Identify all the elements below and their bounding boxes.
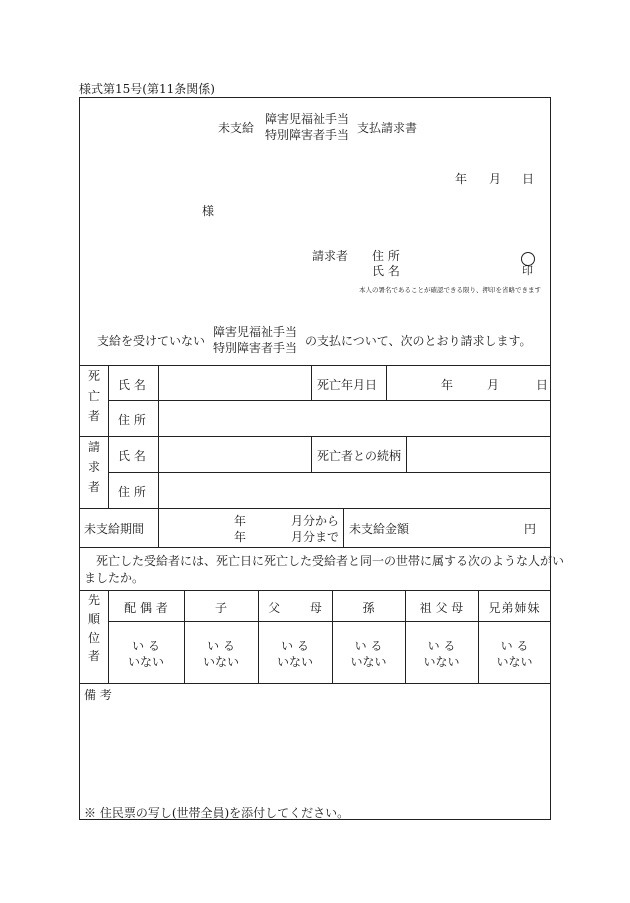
death-date-label: 死亡年月日 [317,378,378,392]
claimant-section-label: 請 求 者 [87,440,100,494]
deceased-section-label: 死 亡 者 [87,369,100,423]
remarks-label: 備 考 [84,688,112,702]
grandchild-no-option[interactable]: いない [350,655,387,669]
form-number: 様式第15号(第11条関係) [79,82,215,96]
title-prefix: 未支給 [218,121,255,135]
siblings-no-option[interactable]: いない [496,655,533,669]
period-from-month: 月分から [291,514,340,528]
deceased-name-label: 氏 名 [118,378,146,392]
relation-label: 死亡者との続柄 [317,449,402,463]
request-prefix: 支給を受けていない [97,334,206,348]
seal-note: 本人の署名であることが確認できる限り、押印を省略できます [359,286,541,294]
death-date-field[interactable] [388,367,549,398]
relation-field[interactable] [408,438,549,470]
date-month: 月 [489,172,502,186]
child-yes-option[interactable]: い る [207,639,235,653]
question-line-1: 死亡した受給者には、死亡日に死亡した受給者と同一の世帯に属する次のような人がい [96,554,565,568]
title-suffix: 支払請求書 [357,121,418,135]
date-year: 年 [455,172,468,186]
death-year: 年 [441,378,454,392]
priority-col-grandchild: 孫 [362,601,375,615]
grandparents-no-option[interactable]: いない [423,655,460,669]
death-month: 月 [487,378,500,392]
priority-col-parents: 父 母 [268,601,322,615]
grandparents-yes-option[interactable]: い る [427,639,456,653]
priority-section-label: 先 順 位 者 [87,593,100,664]
spouse-yes-option[interactable]: い る [132,639,160,653]
period-from-year: 年 [234,514,247,528]
priority-col-spouse: 配 偶 者 [124,601,168,615]
period-label: 未支給期間 [84,522,145,536]
priority-col-child: 子 [214,601,227,615]
remarks-field[interactable] [81,704,549,800]
claimant-address-label: 住 所 [118,485,146,499]
priority-col-siblings: 兄弟姉妹 [488,601,541,615]
applicant-name-label: 氏 名 [372,264,400,278]
question-line-2: ましたか。 [84,571,145,585]
parents-yes-option[interactable]: い る [281,639,309,653]
request-allowance-2: 特別障害者手当 [213,341,298,355]
addressee-honorific: 様 [202,204,215,218]
deceased-address-label: 住 所 [118,413,146,427]
spouse-no-option[interactable]: いない [127,655,164,669]
title-allowance-1: 障害児福祉手当 [265,112,350,126]
applicant-label: 請求者 [312,249,349,263]
period-to-year: 年 [234,530,247,544]
remarks-note: ※ 住民票の写し(世帯全員)を添付してください。 [84,806,350,820]
request-suffix: の支払について、次のとおり請求します。 [305,334,532,348]
priority-col-grandparents: 祖 父 母 [419,601,464,615]
request-allowance-1: 障害児福祉手当 [213,325,298,339]
deceased-address-field[interactable] [160,402,549,434]
parents-no-option[interactable]: いない [276,655,313,669]
date-day: 日 [522,172,535,186]
yen-unit: 円 [524,522,537,536]
claimant-address-field[interactable] [160,474,549,506]
grandchild-yes-option[interactable]: い る [354,639,383,653]
seal-label: 印 [522,264,533,277]
deceased-name-field[interactable] [160,367,309,398]
period-to-month: 月分まで [291,530,340,544]
child-no-option[interactable]: いない [202,655,239,669]
claimant-name-field[interactable] [160,438,309,470]
applicant-address-label: 住 所 [372,249,400,263]
amount-label: 未支給金額 [349,522,410,536]
death-day: 日 [536,378,549,392]
siblings-yes-option[interactable]: い る [500,639,529,653]
claimant-name-label: 氏 名 [118,449,146,463]
title-allowance-2: 特別障害者手当 [265,128,350,142]
